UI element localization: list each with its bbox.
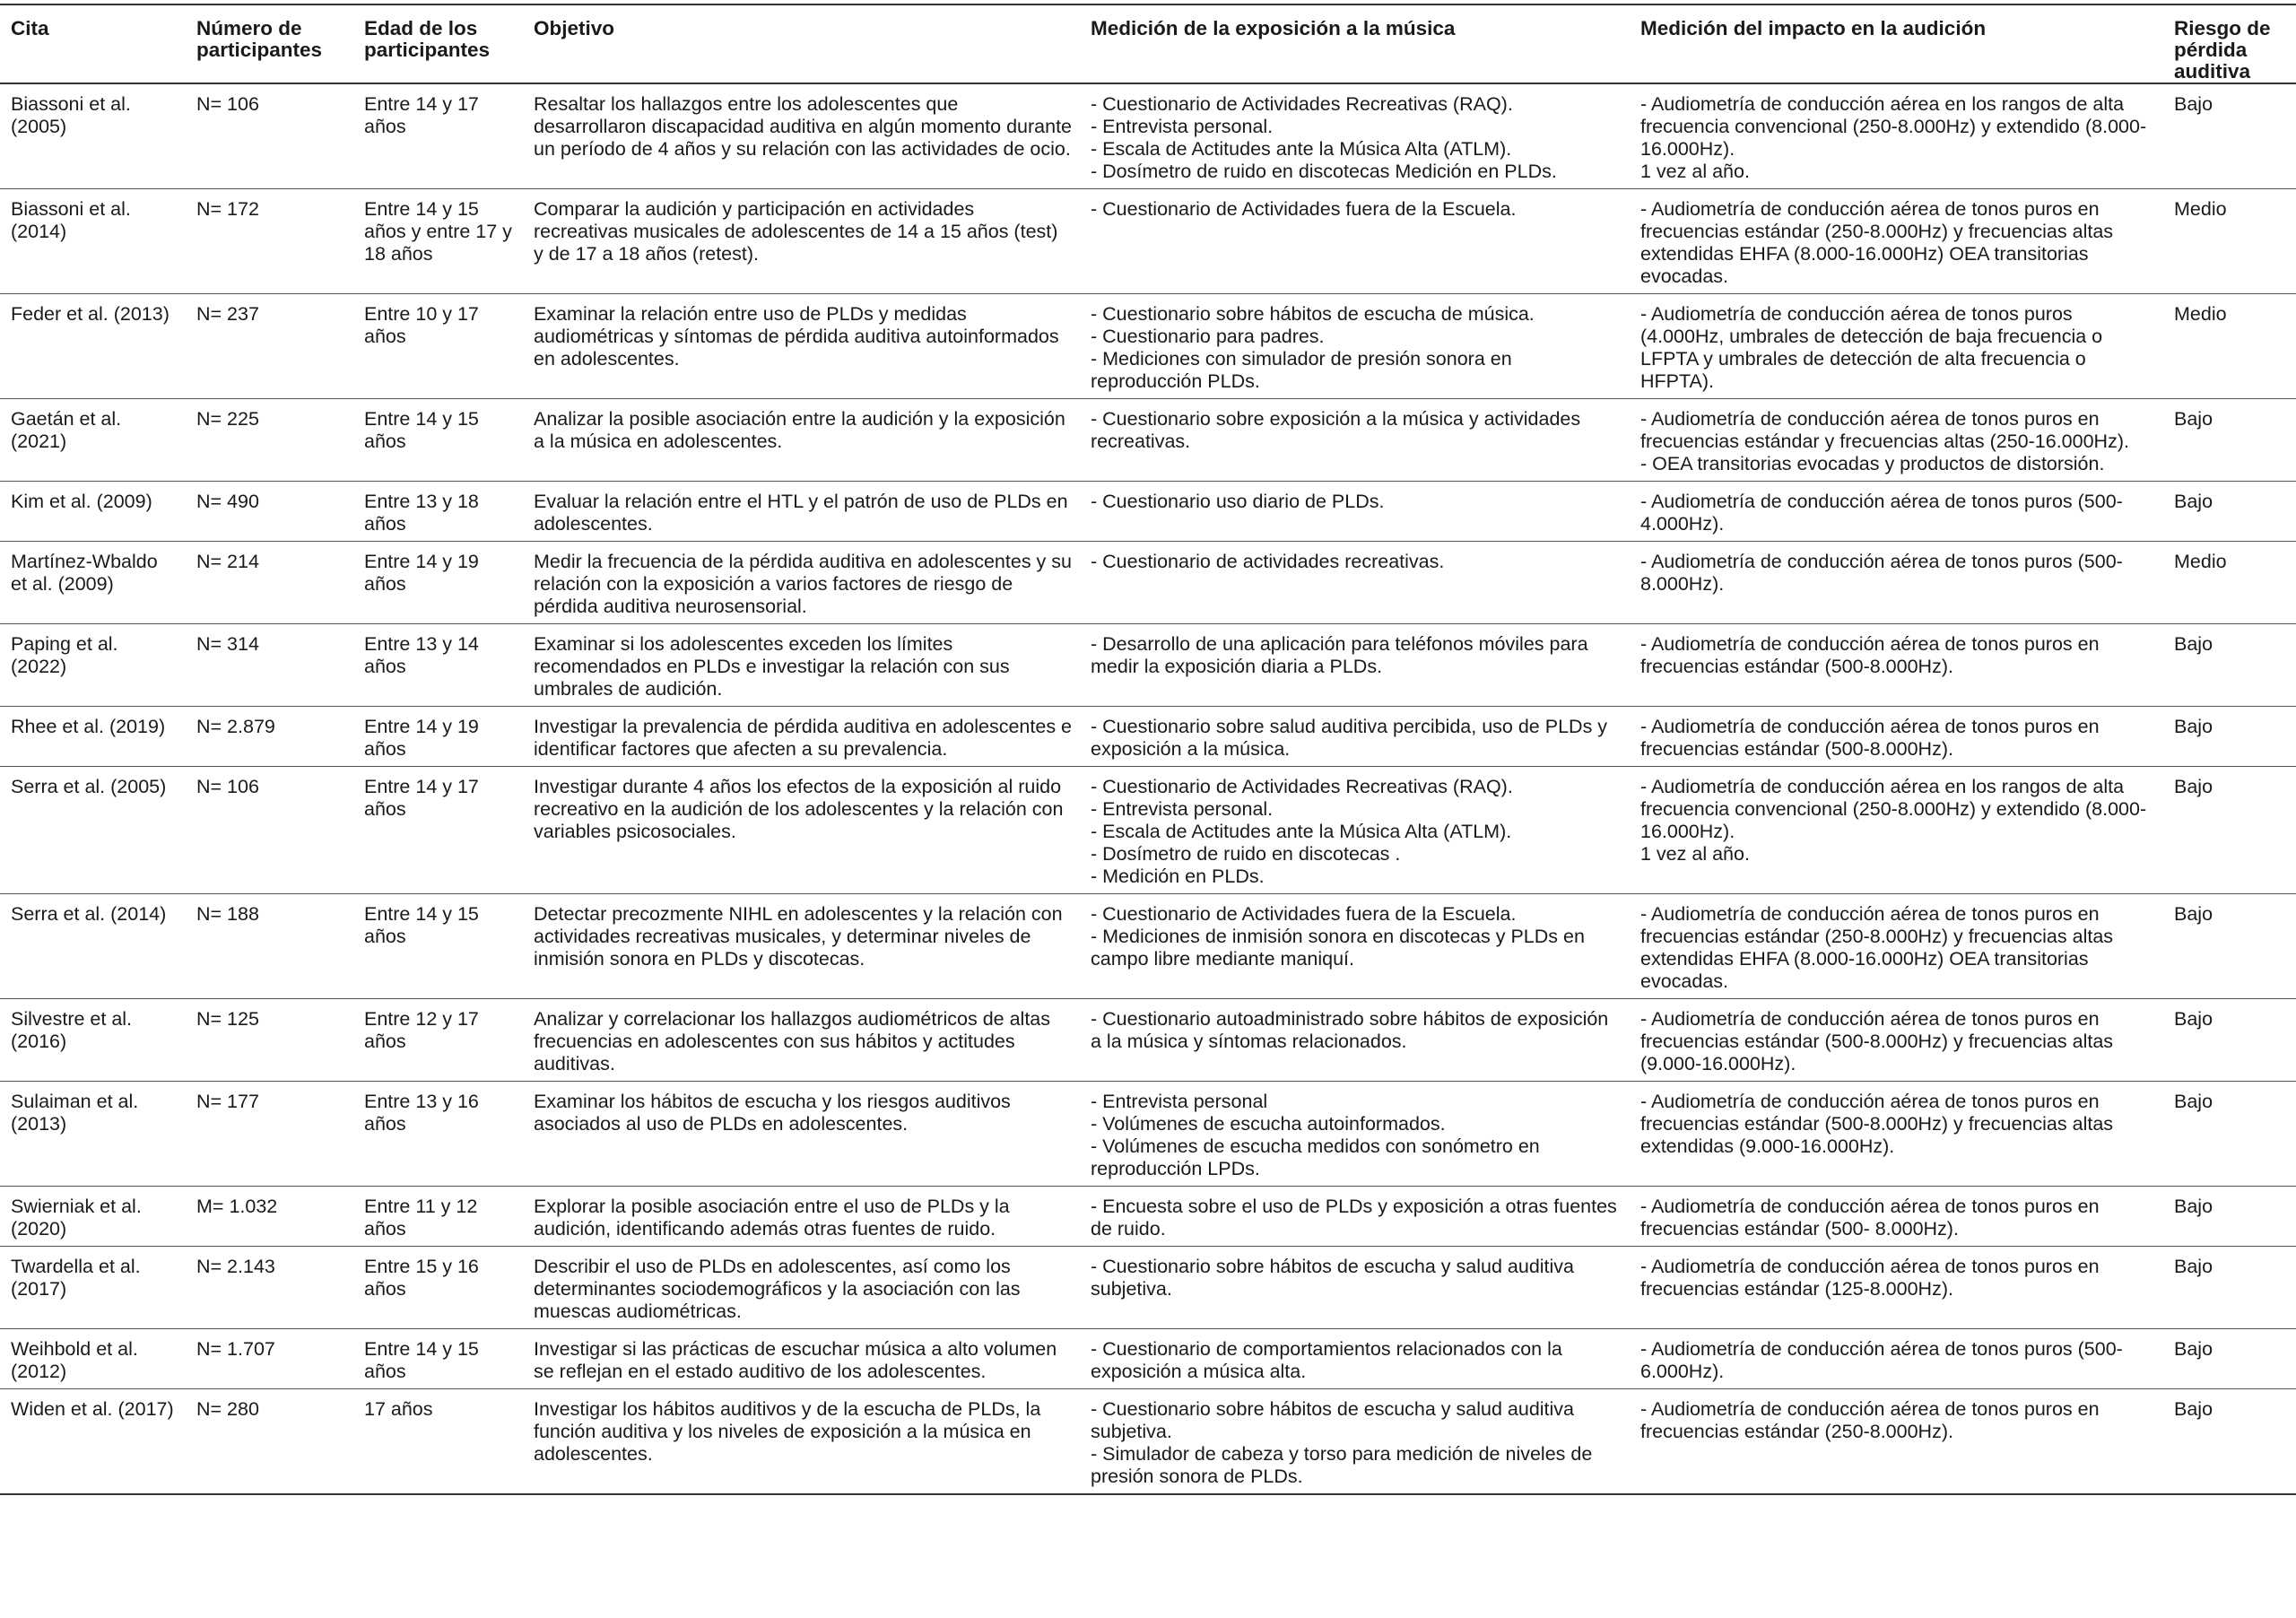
table-row bbox=[0, 767, 2296, 894]
cell-objetivo: Comparar la audición y participación en actividades recreativas musicales de adolescentes de 14 a 15 años (test) y de 17 a 18 años (retest). bbox=[523, 189, 1080, 294]
cell-riesgo: Bajo bbox=[2163, 767, 2296, 894]
cell-numero-participantes: N= 2.143 bbox=[186, 1247, 353, 1329]
cell-medicion-exposicion bbox=[1080, 624, 1630, 707]
cell-medicion-exposicion bbox=[1080, 707, 1630, 767]
exposicion-line: - Mediciones de inmisión sonora en discotecas y PLDs en campo libre mediante maniquí. bbox=[1091, 926, 1585, 970]
table-row bbox=[0, 999, 2296, 1082]
cell-riesgo: Bajo bbox=[2163, 399, 2296, 482]
cell-cita: Rhee et al. (2019) bbox=[0, 707, 186, 767]
cell-cita: Weihbold et al. (2012) bbox=[0, 1329, 186, 1389]
cell-objetivo: Examinar si los adolescentes exceden los límites recomendados en PLDs e investigar la relación con sus umbrales de audición. bbox=[523, 624, 1080, 707]
impacto-line: - Audiometría de conducción aérea de tonos puros en frecuencias estándar (500- 8.000Hz). bbox=[1640, 1196, 2100, 1240]
cell-objetivo: Medir la frecuencia de la pérdida auditiva en adolescentes y su relación con la exposición a varios factores de riesgo de pérdida auditiva neurosensorial. bbox=[523, 542, 1080, 624]
exposicion-line: - Mediciones con simulador de presión sonora en reproducción PLDs. bbox=[1091, 348, 1512, 392]
cell-medicion-impacto bbox=[1630, 624, 2163, 707]
cell-riesgo: Bajo bbox=[2163, 707, 2296, 767]
cell-edad-participantes: Entre 14 y 19 años bbox=[353, 542, 523, 624]
exposicion-line: - Cuestionario sobre salud auditiva percibida, uso de PLDs y exposición a la música. bbox=[1091, 716, 1608, 760]
cell-objetivo: Examinar la relación entre uso de PLDs y medidas audiométricas y síntomas de pérdida auditiva autoinformados en adolescentes. bbox=[523, 294, 1080, 399]
impacto-line: - Audiometría de conducción aérea de tonos puros (500-6.000Hz). bbox=[1640, 1338, 2123, 1382]
cell-cita: Twardella et al. (2017) bbox=[0, 1247, 186, 1329]
impacto-line: - Audiometría de conducción aérea de tonos puros en frecuencias estándar (250-8.000Hz) y frecuencias altas extendidas EHFA (8.000-16.000Hz) OEA transitorias evocadas. bbox=[1640, 198, 2114, 287]
cell-riesgo: Bajo bbox=[2163, 1389, 2296, 1495]
header-medicion-exposicion: Medición de la exposición a la música bbox=[1080, 4, 1630, 83]
cell-numero-participantes: N= 490 bbox=[186, 482, 353, 542]
exposicion-line: - Cuestionario de actividades recreativas. bbox=[1091, 551, 1445, 572]
cell-objetivo: Analizar la posible asociación entre la audición y la exposición a la música en adolescentes. bbox=[523, 399, 1080, 482]
impacto-line: - Audiometría de conducción aérea de tonos puros (500-8.000Hz). bbox=[1640, 551, 2123, 595]
cell-medicion-exposicion bbox=[1080, 1329, 1630, 1389]
cell-riesgo: Bajo bbox=[2163, 1329, 2296, 1389]
cell-medicion-impacto bbox=[1630, 83, 2163, 189]
cell-numero-participantes: N= 106 bbox=[186, 767, 353, 894]
cell-edad-participantes: Entre 14 y 15 años y entre 17 y 18 años bbox=[353, 189, 523, 294]
cell-riesgo: Bajo bbox=[2163, 482, 2296, 542]
cell-edad-participantes: Entre 14 y 17 años bbox=[353, 83, 523, 189]
table-row bbox=[0, 624, 2296, 707]
exposicion-line: - Cuestionario de Actividades Recreativas (RAQ). bbox=[1091, 776, 1513, 797]
exposicion-line: - Dosímetro de ruido en discotecas Medición en PLDs. bbox=[1091, 161, 1557, 182]
cell-cita: Gaetán et al. (2021) bbox=[0, 399, 186, 482]
cell-medicion-exposicion bbox=[1080, 1389, 1630, 1495]
cell-objetivo: Analizar y correlacionar los hallazgos audiométricos de altas frecuencias en adolescentes con sus hábitos y actitudes auditivas. bbox=[523, 999, 1080, 1082]
table-row bbox=[0, 1187, 2296, 1247]
exposicion-line: - Cuestionario sobre hábitos de escucha y salud auditiva subjetiva. bbox=[1091, 1398, 1575, 1442]
cell-medicion-exposicion bbox=[1080, 83, 1630, 189]
cell-riesgo: Bajo bbox=[2163, 624, 2296, 707]
exposicion-line: - Escala de Actitudes ante la Música Alta (ATLM). bbox=[1091, 821, 1512, 842]
cell-medicion-exposicion bbox=[1080, 482, 1630, 542]
cell-medicion-impacto bbox=[1630, 294, 2163, 399]
cell-edad-participantes: Entre 12 y 17 años bbox=[353, 999, 523, 1082]
cell-medicion-impacto bbox=[1630, 894, 2163, 999]
cell-objetivo: Examinar los hábitos de escucha y los riesgos auditivos asociados al uso de PLDs en adolescentes. bbox=[523, 1082, 1080, 1187]
cell-edad-participantes: Entre 14 y 19 años bbox=[353, 707, 523, 767]
impacto-line: - Audiometría de conducción aérea en los rangos de alta frecuencia convencional (250-8.000Hz) y extendido (8.000-16.000Hz). bbox=[1640, 93, 2147, 160]
cell-edad-participantes: Entre 11 y 12 años bbox=[353, 1187, 523, 1247]
header-numero-participantes: Número de participantes bbox=[186, 4, 353, 83]
cell-cita: Widen et al. (2017) bbox=[0, 1389, 186, 1495]
cell-riesgo: Bajo bbox=[2163, 83, 2296, 189]
cell-objetivo: Investigar los hábitos auditivos y de la escucha de PLDs, la función auditiva y los niveles de exposición a la música en adolescentes. bbox=[523, 1389, 1080, 1495]
cell-objetivo: Investigar la prevalencia de pérdida auditiva en adolescentes e identificar factores que afecten a su prevalencia. bbox=[523, 707, 1080, 767]
cell-medicion-exposicion bbox=[1080, 1247, 1630, 1329]
exposicion-line: - Cuestionario de Actividades fuera de la Escuela. bbox=[1091, 198, 1517, 220]
cell-cita: Paping et al. (2022) bbox=[0, 624, 186, 707]
impacto-line: - Audiometría de conducción aérea de tonos puros en frecuencias estándar (250-8.000Hz). bbox=[1640, 1398, 2100, 1442]
cell-numero-participantes: N= 280 bbox=[186, 1389, 353, 1495]
exposicion-line: - Simulador de cabeza y torso para medición de niveles de presión sonora de PLDs. bbox=[1091, 1443, 1593, 1487]
cell-medicion-exposicion bbox=[1080, 1082, 1630, 1187]
exposicion-line: - Cuestionario autoadministrado sobre hábitos de exposición a la música y síntomas relacionados. bbox=[1091, 1008, 1609, 1052]
cell-edad-participantes: Entre 14 y 15 años bbox=[353, 1329, 523, 1389]
cell-medicion-impacto bbox=[1630, 1389, 2163, 1495]
cell-riesgo: Bajo bbox=[2163, 894, 2296, 999]
cell-numero-participantes: N= 1.707 bbox=[186, 1329, 353, 1389]
exposicion-line: - Cuestionario de Actividades Recreativas (RAQ). bbox=[1091, 93, 1513, 115]
impacto-line: - Audiometría de conducción aérea de tonos puros en frecuencias estándar (500-8.000Hz). bbox=[1640, 633, 2100, 677]
cell-riesgo: Medio bbox=[2163, 294, 2296, 399]
cell-cita: Serra et al. (2005) bbox=[0, 767, 186, 894]
impacto-line: - Audiometría de conducción aérea de tonos puros en frecuencias estándar (125-8.000Hz). bbox=[1640, 1256, 2100, 1300]
cell-numero-participantes: N= 177 bbox=[186, 1082, 353, 1187]
table-row bbox=[0, 482, 2296, 542]
cell-riesgo: Medio bbox=[2163, 542, 2296, 624]
exposicion-line: - Desarrollo de una aplicación para teléfonos móviles para medir la exposición diaria a PLDs. bbox=[1091, 633, 1588, 677]
header-medicion-impacto: Medición del impacto en la audición bbox=[1630, 4, 2163, 83]
cell-edad-participantes: 17 años bbox=[353, 1389, 523, 1495]
cell-edad-participantes: Entre 10 y 17 años bbox=[353, 294, 523, 399]
impacto-line: - Audiometría de conducción aérea de tonos puros (4.000Hz, umbrales de detección de baja frecuencia o LFPTA y umbrales de detección de alta frecuencia o HFPTA). bbox=[1640, 303, 2103, 392]
table-row bbox=[0, 894, 2296, 999]
cell-numero-participantes: M= 1.032 bbox=[186, 1187, 353, 1247]
cell-objetivo: Detectar precozmente NIHL en adolescentes y la relación con actividades recreativas musicales, y determinar niveles de inmisión sonora en PLDs y discotecas. bbox=[523, 894, 1080, 999]
cell-medicion-impacto bbox=[1630, 399, 2163, 482]
cell-edad-participantes: Entre 13 y 18 años bbox=[353, 482, 523, 542]
cell-medicion-impacto bbox=[1630, 707, 2163, 767]
cell-medicion-impacto bbox=[1630, 1187, 2163, 1247]
cell-objetivo: Explorar la posible asociación entre el uso de PLDs y la audición, identificando además otras fuentes de ruido. bbox=[523, 1187, 1080, 1247]
impacto-line: - Audiometría de conducción aérea de tonos puros en frecuencias estándar (500-8.000Hz) y frecuencias altas (9.000-16.000Hz). bbox=[1640, 1008, 2114, 1074]
studies-table bbox=[0, 4, 2296, 1495]
impacto-line: 1 vez al año. bbox=[1640, 843, 1750, 865]
cell-objetivo: Describir el uso de PLDs en adolescentes, así como los determinantes sociodemográficos y la asociación con las muescas audiométricas. bbox=[523, 1247, 1080, 1329]
header-row bbox=[0, 4, 2296, 83]
exposicion-line: - Cuestionario de Actividades fuera de la Escuela. bbox=[1091, 903, 1517, 925]
exposicion-line: - Cuestionario uso diario de PLDs. bbox=[1091, 491, 1385, 512]
exposicion-line: - Dosímetro de ruido en discotecas . bbox=[1091, 843, 1401, 865]
table-row bbox=[0, 1247, 2296, 1329]
cell-riesgo: Bajo bbox=[2163, 1187, 2296, 1247]
table-row bbox=[0, 399, 2296, 482]
cell-edad-participantes: Entre 13 y 14 años bbox=[353, 624, 523, 707]
exposicion-line: - Volúmenes de escucha medidos con sonómetro en reproducción LPDs. bbox=[1091, 1135, 1540, 1179]
exposicion-line: - Cuestionario sobre hábitos de escucha de música. bbox=[1091, 303, 1535, 325]
table-row bbox=[0, 1389, 2296, 1495]
cell-medicion-impacto bbox=[1630, 1329, 2163, 1389]
cell-medicion-exposicion bbox=[1080, 542, 1630, 624]
exposicion-line: - Entrevista personal bbox=[1091, 1091, 1268, 1112]
cell-cita: Silvestre et al. (2016) bbox=[0, 999, 186, 1082]
impacto-line: - Audiometría de conducción aérea de tonos puros en frecuencias estándar (250-8.000Hz) y frecuencias altas extendidas EHFA (8.000-16.000Hz) OEA transitorias evocadas. bbox=[1640, 903, 2114, 992]
table-row bbox=[0, 1329, 2296, 1389]
cell-cita: Martínez-Wbaldo et al. (2009) bbox=[0, 542, 186, 624]
impacto-line: - Audiometría de conducción aérea de tonos puros en frecuencias estándar y frecuencias altas (250-16.000Hz). bbox=[1640, 408, 2129, 452]
cell-cita: Kim et al. (2009) bbox=[0, 482, 186, 542]
cell-medicion-exposicion bbox=[1080, 294, 1630, 399]
exposicion-line: - Cuestionario para padres. bbox=[1091, 326, 1325, 347]
cell-numero-participantes: N= 2.879 bbox=[186, 707, 353, 767]
cell-edad-participantes: Entre 14 y 15 años bbox=[353, 399, 523, 482]
impacto-line: 1 vez al año. bbox=[1640, 161, 1750, 182]
table-body bbox=[0, 83, 2296, 1494]
exposicion-line: - Cuestionario sobre exposición a la música y actividades recreativas. bbox=[1091, 408, 1581, 452]
cell-medicion-impacto bbox=[1630, 482, 2163, 542]
table-header bbox=[0, 4, 2296, 83]
cell-medicion-exposicion bbox=[1080, 399, 1630, 482]
cell-medicion-impacto bbox=[1630, 1247, 2163, 1329]
cell-numero-participantes: N= 225 bbox=[186, 399, 353, 482]
exposicion-line: - Escala de Actitudes ante la Música Alta (ATLM). bbox=[1091, 138, 1512, 160]
table-row bbox=[0, 1082, 2296, 1187]
table-row bbox=[0, 707, 2296, 767]
cell-medicion-exposicion bbox=[1080, 999, 1630, 1082]
cell-cita: Biassoni et al. (2005) bbox=[0, 83, 186, 189]
exposicion-line: - Entrevista personal. bbox=[1091, 116, 1274, 137]
cell-objetivo: Resaltar los hallazgos entre los adolescentes que desarrollaron discapacidad auditiva en algún momento durante un período de 4 años y su relación con las actividades de ocio. bbox=[523, 83, 1080, 189]
cell-numero-participantes: N= 214 bbox=[186, 542, 353, 624]
header-riesgo: Riesgo de pérdida auditiva bbox=[2163, 4, 2296, 83]
exposicion-line: - Encuesta sobre el uso de PLDs y exposición a otras fuentes de ruido. bbox=[1091, 1196, 1617, 1240]
table-row bbox=[0, 83, 2296, 189]
header-edad-participantes: Edad de los participantes bbox=[353, 4, 523, 83]
impacto-line: - Audiometría de conducción aérea en los rangos de alta frecuencia convencional (250-8.000Hz) y extendido (8.000-16.000Hz). bbox=[1640, 776, 2147, 842]
cell-riesgo: Bajo bbox=[2163, 1082, 2296, 1187]
cell-cita: Sulaiman et al. (2013) bbox=[0, 1082, 186, 1187]
exposicion-line: - Cuestionario de comportamientos relacionados con la exposición a música alta. bbox=[1091, 1338, 1562, 1382]
cell-medicion-impacto bbox=[1630, 1082, 2163, 1187]
cell-riesgo: Medio bbox=[2163, 189, 2296, 294]
cell-objetivo: Investigar durante 4 años los efectos de la exposición al ruido recreativo en la audición de los adolescentes y la relación con variables psicosociales. bbox=[523, 767, 1080, 894]
cell-medicion-impacto bbox=[1630, 767, 2163, 894]
cell-numero-participantes: N= 106 bbox=[186, 83, 353, 189]
cell-riesgo: Bajo bbox=[2163, 999, 2296, 1082]
exposicion-line: - Medición en PLDs. bbox=[1091, 866, 1265, 887]
exposicion-line: - Cuestionario sobre hábitos de escucha y salud auditiva subjetiva. bbox=[1091, 1256, 1575, 1300]
cell-objetivo: Investigar si las prácticas de escuchar música a alto volumen se reflejan en el estado auditivo de los adolescentes. bbox=[523, 1329, 1080, 1389]
cell-edad-participantes: Entre 13 y 16 años bbox=[353, 1082, 523, 1187]
header-cita: Cita bbox=[0, 4, 186, 83]
cell-medicion-impacto bbox=[1630, 189, 2163, 294]
impacto-line: - Audiometría de conducción aérea de tonos puros en frecuencias estándar (500-8.000Hz). bbox=[1640, 716, 2100, 760]
cell-numero-participantes: N= 237 bbox=[186, 294, 353, 399]
table-row bbox=[0, 294, 2296, 399]
cell-numero-participantes: N= 125 bbox=[186, 999, 353, 1082]
cell-medicion-exposicion bbox=[1080, 767, 1630, 894]
cell-edad-participantes: Entre 14 y 17 años bbox=[353, 767, 523, 894]
cell-cita: Biassoni et al. (2014) bbox=[0, 189, 186, 294]
cell-medicion-impacto bbox=[1630, 999, 2163, 1082]
cell-cita: Swierniak et al. (2020) bbox=[0, 1187, 186, 1247]
cell-cita: Feder et al. (2013) bbox=[0, 294, 186, 399]
table-row bbox=[0, 189, 2296, 294]
impacto-line: - Audiometría de conducción aérea de tonos puros (500-4.000Hz). bbox=[1640, 491, 2123, 535]
exposicion-line: - Volúmenes de escucha autoinformados. bbox=[1091, 1113, 1446, 1135]
cell-medicion-exposicion bbox=[1080, 189, 1630, 294]
cell-objetivo: Evaluar la relación entre el HTL y el patrón de uso de PLDs en adolescentes. bbox=[523, 482, 1080, 542]
header-objetivo: Objetivo bbox=[523, 4, 1080, 83]
cell-medicion-impacto bbox=[1630, 542, 2163, 624]
cell-medicion-exposicion bbox=[1080, 894, 1630, 999]
cell-numero-participantes: N= 188 bbox=[186, 894, 353, 999]
exposicion-line: - Entrevista personal. bbox=[1091, 798, 1274, 820]
cell-cita: Serra et al. (2014) bbox=[0, 894, 186, 999]
impacto-line: - Audiometría de conducción aérea de tonos puros en frecuencias estándar (500-8.000Hz) y frecuencias altas extendidas (9.000-16.000Hz). bbox=[1640, 1091, 2114, 1157]
cell-numero-participantes: N= 314 bbox=[186, 624, 353, 707]
impacto-line: - OEA transitorias evocadas y productos de distorsión. bbox=[1640, 453, 2105, 474]
cell-edad-participantes: Entre 14 y 15 años bbox=[353, 894, 523, 999]
cell-riesgo: Bajo bbox=[2163, 1247, 2296, 1329]
cell-medicion-exposicion bbox=[1080, 1187, 1630, 1247]
cell-numero-participantes: N= 172 bbox=[186, 189, 353, 294]
table-row bbox=[0, 542, 2296, 624]
cell-edad-participantes: Entre 15 y 16 años bbox=[353, 1247, 523, 1329]
